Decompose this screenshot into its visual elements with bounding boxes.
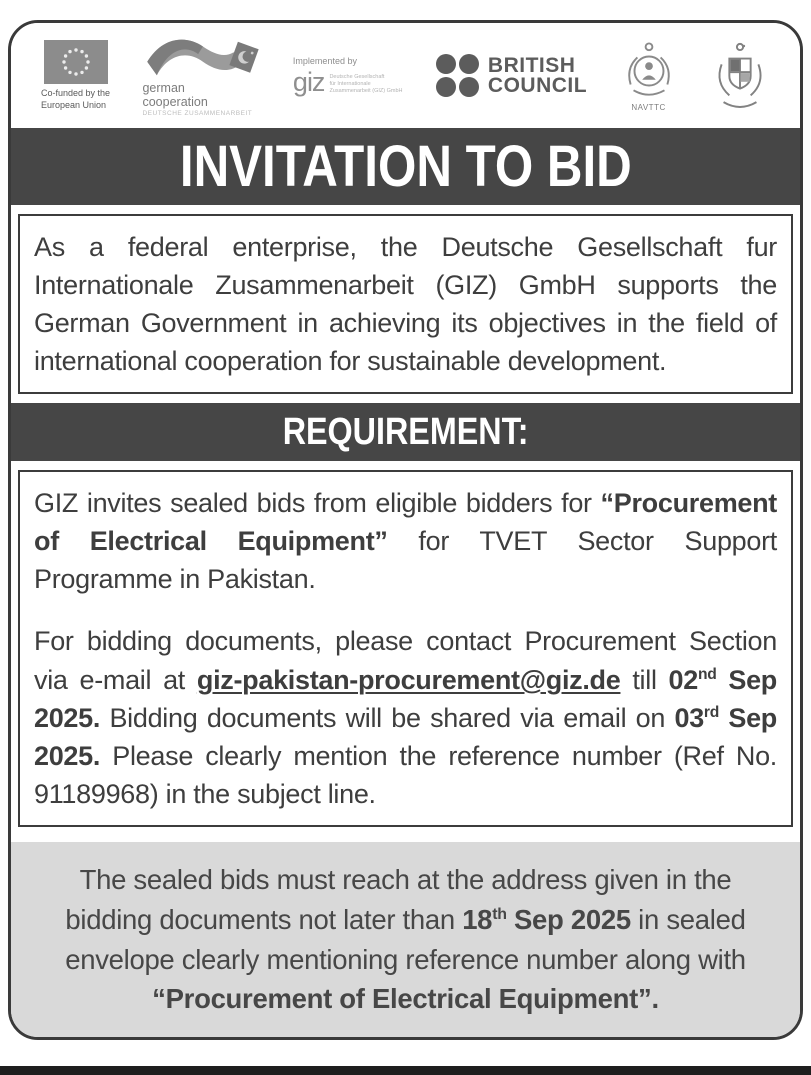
british-council-line1: BRITISH bbox=[487, 53, 576, 77]
giz-name: giz bbox=[292, 66, 325, 97]
title-bar bbox=[11, 128, 800, 205]
british-council-logo bbox=[435, 53, 587, 99]
requirement-paragraph-2: For bidding documents, please contact Procurement Section via e-mail at giz-pakistan-procurement@giz.de till 02nd Sep 2025. Bidding documents will be shared via email on 03rd Sep 2025. Please clearly mention the reference number (Ref No. 91189968) in the subject line. bbox=[34, 626, 777, 809]
page-title: INVITATION TO BID bbox=[179, 134, 632, 199]
german-cooperation-logo bbox=[142, 33, 260, 117]
requirement-body-box bbox=[18, 470, 793, 827]
requirement-heading: REQUIREMENT: bbox=[282, 410, 529, 453]
eu-cofunded-logo bbox=[41, 40, 110, 111]
logo-strip bbox=[11, 23, 800, 124]
german-cooperation-line2: cooperation bbox=[142, 94, 208, 109]
intro-paragraph-box bbox=[18, 214, 793, 394]
eu-caption bbox=[41, 88, 110, 111]
giz-wordmark bbox=[292, 66, 403, 97]
requirement-paragraph-1: GIZ invites sealed bids from eligible bidders for “Procurement of Electrical Equipment” for TVET Sector Support Programme in Pakistan. bbox=[34, 488, 777, 595]
giz-company-line1: Deutsche Gesellschaft bbox=[329, 73, 385, 80]
submission-deadline-box bbox=[11, 842, 800, 1038]
giz-implemented-by-label: Implemented by bbox=[292, 55, 357, 66]
bottom-separator-bar bbox=[0, 1066, 811, 1075]
german-cooperation-tagline: DEUTSCHE ZUSAMMENARBEIT bbox=[142, 109, 253, 117]
giz-company-line3: Zusammenarbeit (GIZ) GmbH bbox=[329, 88, 403, 95]
giz-company-line2: für Internationale bbox=[329, 80, 371, 87]
german-cooperation-line1: german bbox=[142, 81, 185, 96]
navttc-label: NAVTTC bbox=[631, 102, 666, 112]
british-council-wordmark bbox=[487, 53, 588, 97]
giz-company-lines bbox=[329, 74, 402, 95]
navttc-emblem-icon bbox=[620, 40, 678, 102]
giz-logo bbox=[293, 56, 403, 95]
pakistan-government-logo bbox=[710, 41, 770, 111]
requirement-heading-bar bbox=[11, 403, 800, 461]
german-cooperation-wordmark bbox=[142, 82, 252, 117]
pakistan-emblem-icon bbox=[710, 41, 770, 111]
british-council-dots-icon bbox=[435, 53, 481, 99]
eu-caption-line1: Co-funded by the bbox=[41, 88, 111, 99]
submission-deadline-note: The sealed bids must reach at the address given in the bidding documents not later than 18th Sep 2025 in sealed envelope clearly mentioning reference number along with “Procurement of Electrical Equipment”. bbox=[65, 863, 746, 1015]
german-cooperation-swoosh-icon bbox=[142, 33, 260, 81]
intro-paragraph: As a federal enterprise, the Deutsche Gesellschaft fur Internationale Zusammenarbeit (GIZ) GmbH supports the German Government in achieving its objectives in the field of international cooperation for sustainable development. bbox=[34, 232, 777, 377]
eu-flag-icon bbox=[44, 40, 108, 84]
navttc-logo bbox=[620, 40, 678, 112]
british-council-line2: COUNCIL bbox=[487, 73, 588, 97]
invitation-to-bid-advert bbox=[8, 20, 803, 1040]
eu-caption-line2: European Union bbox=[41, 99, 107, 110]
